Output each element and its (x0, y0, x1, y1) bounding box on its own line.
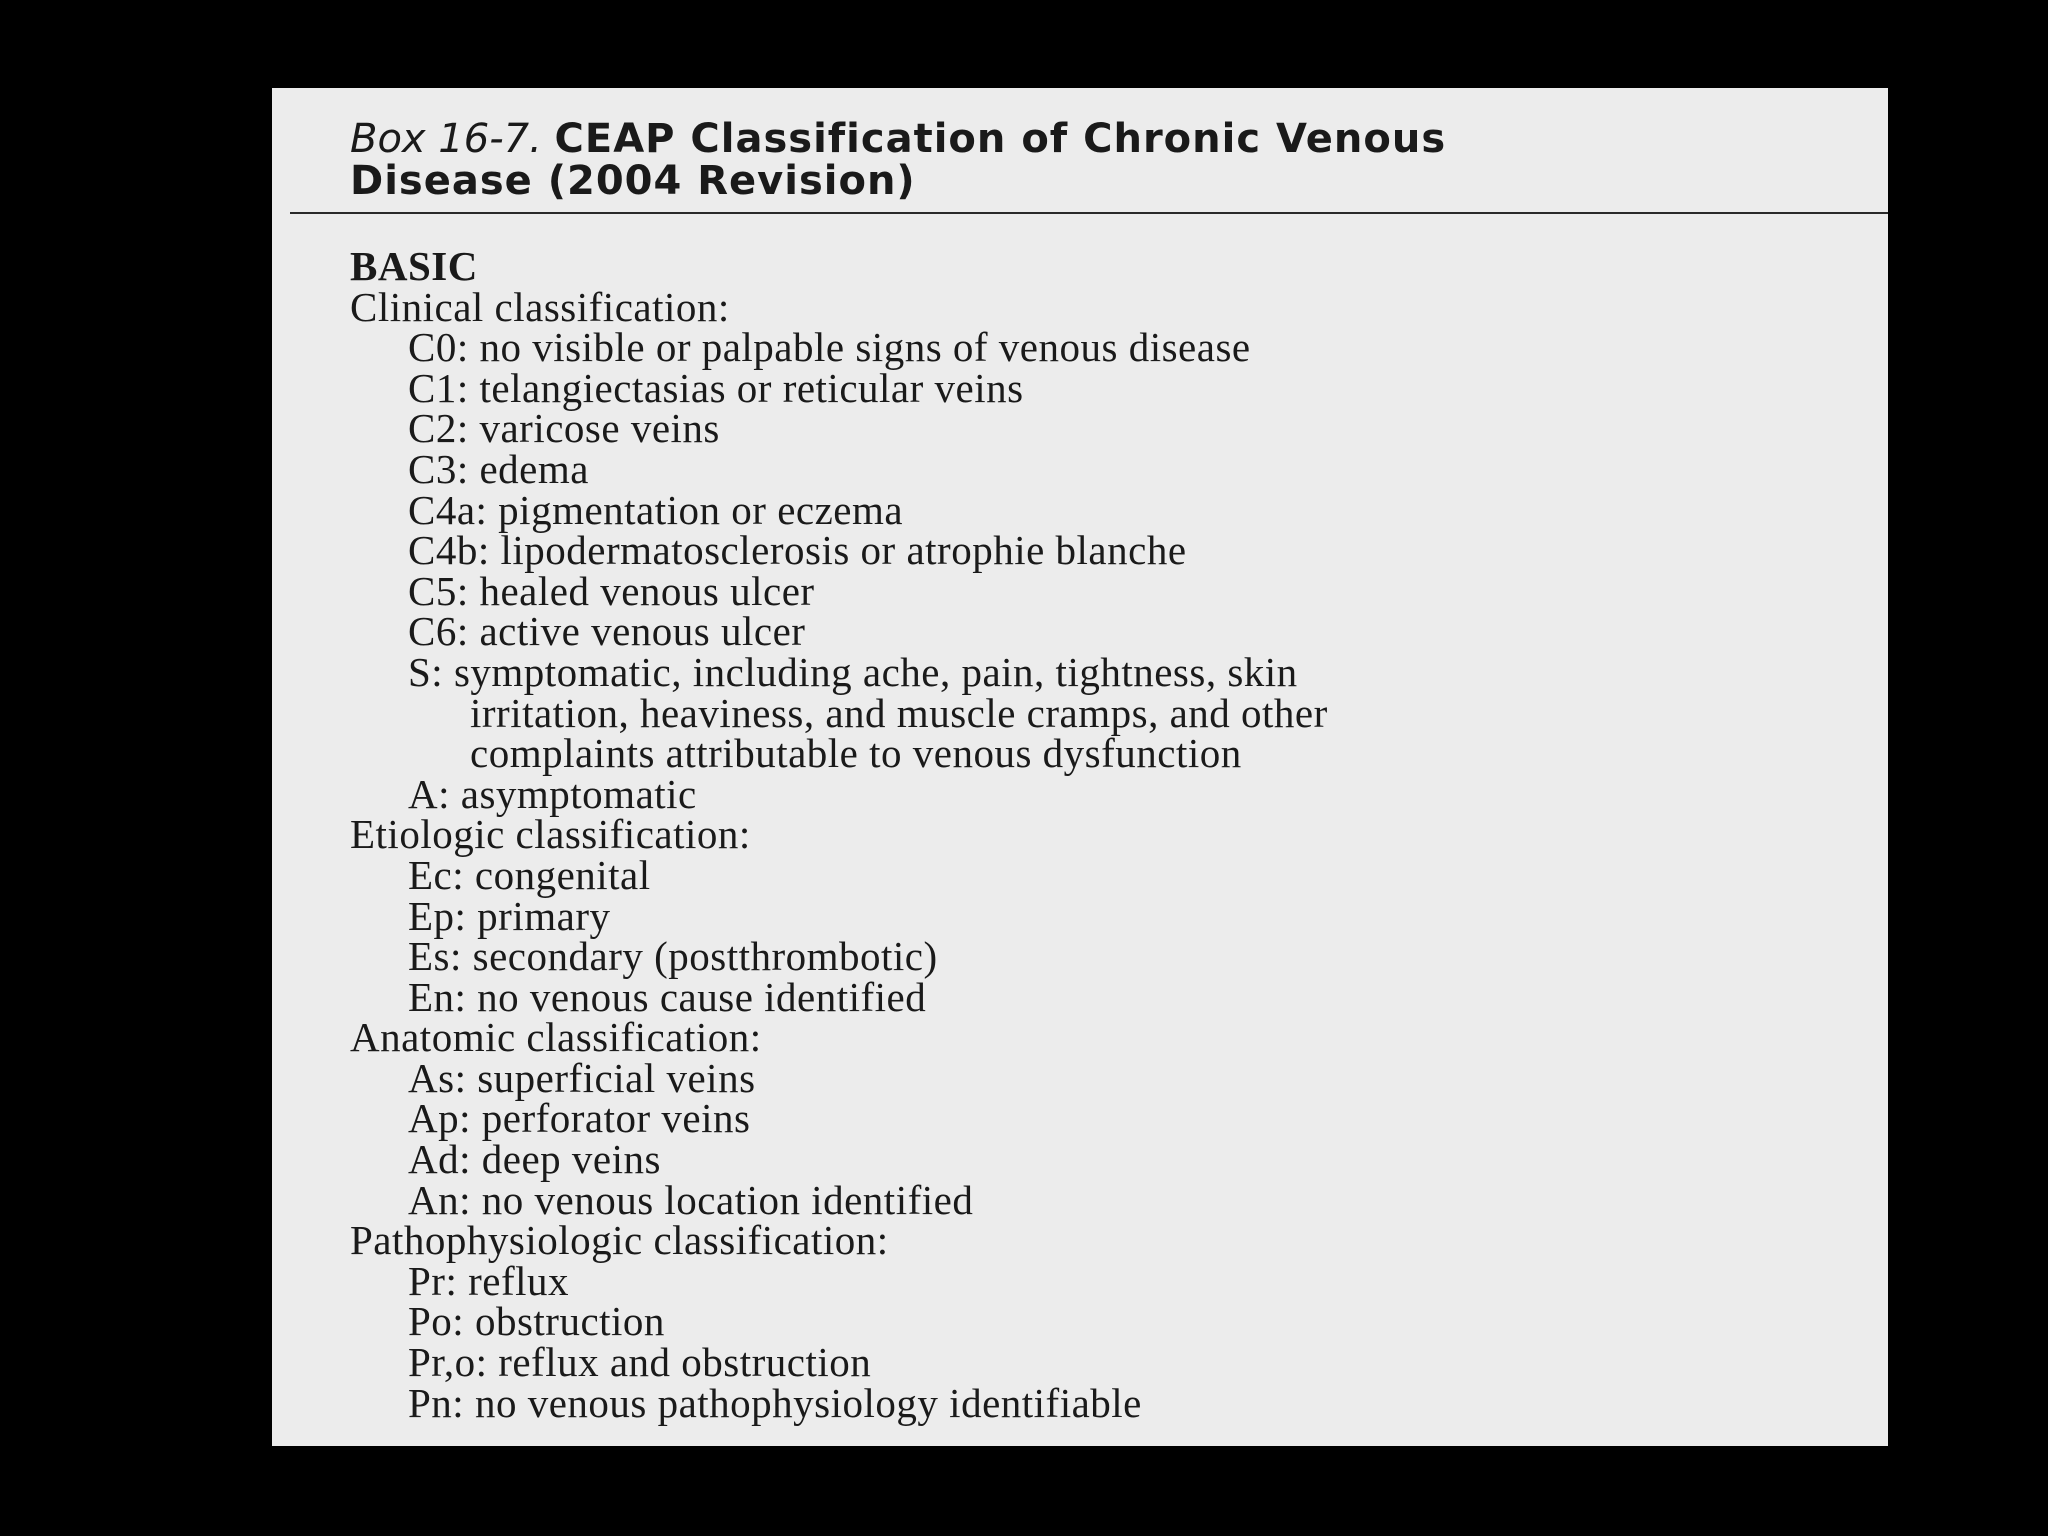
clinical-item-c0: C0: no visible or palpable signs of venous disease (408, 324, 1251, 371)
etiologic-item-es: Es: secondary (postthrombotic) (408, 933, 938, 980)
classification-list (350, 243, 1860, 1426)
pathophysiologic-item-po: Po: obstruction (408, 1298, 665, 1345)
etiologic-item-ec: Ec: congenital (408, 851, 651, 898)
etiologic-item-ep: Ep: primary (408, 892, 611, 939)
clinical-item-c5: C5: healed venous ulcer (408, 567, 815, 614)
pathophysiologic-item-pn: Pn: no venous pathophysiology identifiable (408, 1379, 1142, 1426)
clinical-item-a: A: asymptomatic (408, 770, 697, 817)
anatomic-item-as: As: superficial veins (408, 1054, 756, 1101)
clinical-item-c1: C1: telangiectasias or reticular veins (408, 364, 1024, 411)
anatomic-item-an: An: no venous location identified (408, 1176, 974, 1223)
clinical-item-s-continued-2: complaints attributable to venous dysfunction (470, 730, 1242, 777)
clinical-section-title: Clinical classification: (350, 283, 730, 330)
clinical-item-c4a: C4a: pigmentation or eczema (408, 486, 904, 533)
clinical-item-c2: C2: varicose veins (408, 405, 720, 452)
anatomic-item-ap: Ap: perforator veins (408, 1095, 751, 1142)
clinical-item-c4b: C4b: lipodermatosclerosis or atrophie blanche (408, 527, 1187, 574)
etiologic-item-en: En: no venous cause identified (408, 973, 927, 1020)
box-title-line-1 (350, 118, 1850, 160)
clinical-item-s-continued-1: irritation, heaviness, and muscle cramps, and other (470, 689, 1328, 736)
header-divider (290, 212, 1888, 214)
etiologic-section-title: Etiologic classification: (350, 811, 751, 858)
box-header (350, 118, 1850, 202)
pathophysiologic-item-pr: Pr: reflux (408, 1257, 569, 1304)
box-title-part-1: CEAP Classification of Chronic Venous (554, 116, 1447, 162)
clinical-item-s: S: symptomatic, including ache, pain, tightness, skin (408, 648, 1298, 695)
pathophysiologic-item-pro: Pr,o: reflux and obstruction (408, 1339, 872, 1386)
box-title-part-2: Disease (2004 Revision) (350, 158, 916, 204)
pathophysiologic-section-title: Pathophysiologic classification: (350, 1217, 889, 1264)
box-label: Box 16-7. (350, 116, 542, 162)
clinical-item-c6: C6: active venous ulcer (408, 608, 806, 655)
anatomic-section-title: Anatomic classification: (350, 1014, 762, 1061)
anatomic-item-ad: Ad: deep veins (408, 1136, 661, 1183)
basic-heading: BASIC (350, 243, 478, 289)
clinical-item-c3: C3: edema (408, 445, 589, 492)
ceap-box (272, 88, 1888, 1446)
